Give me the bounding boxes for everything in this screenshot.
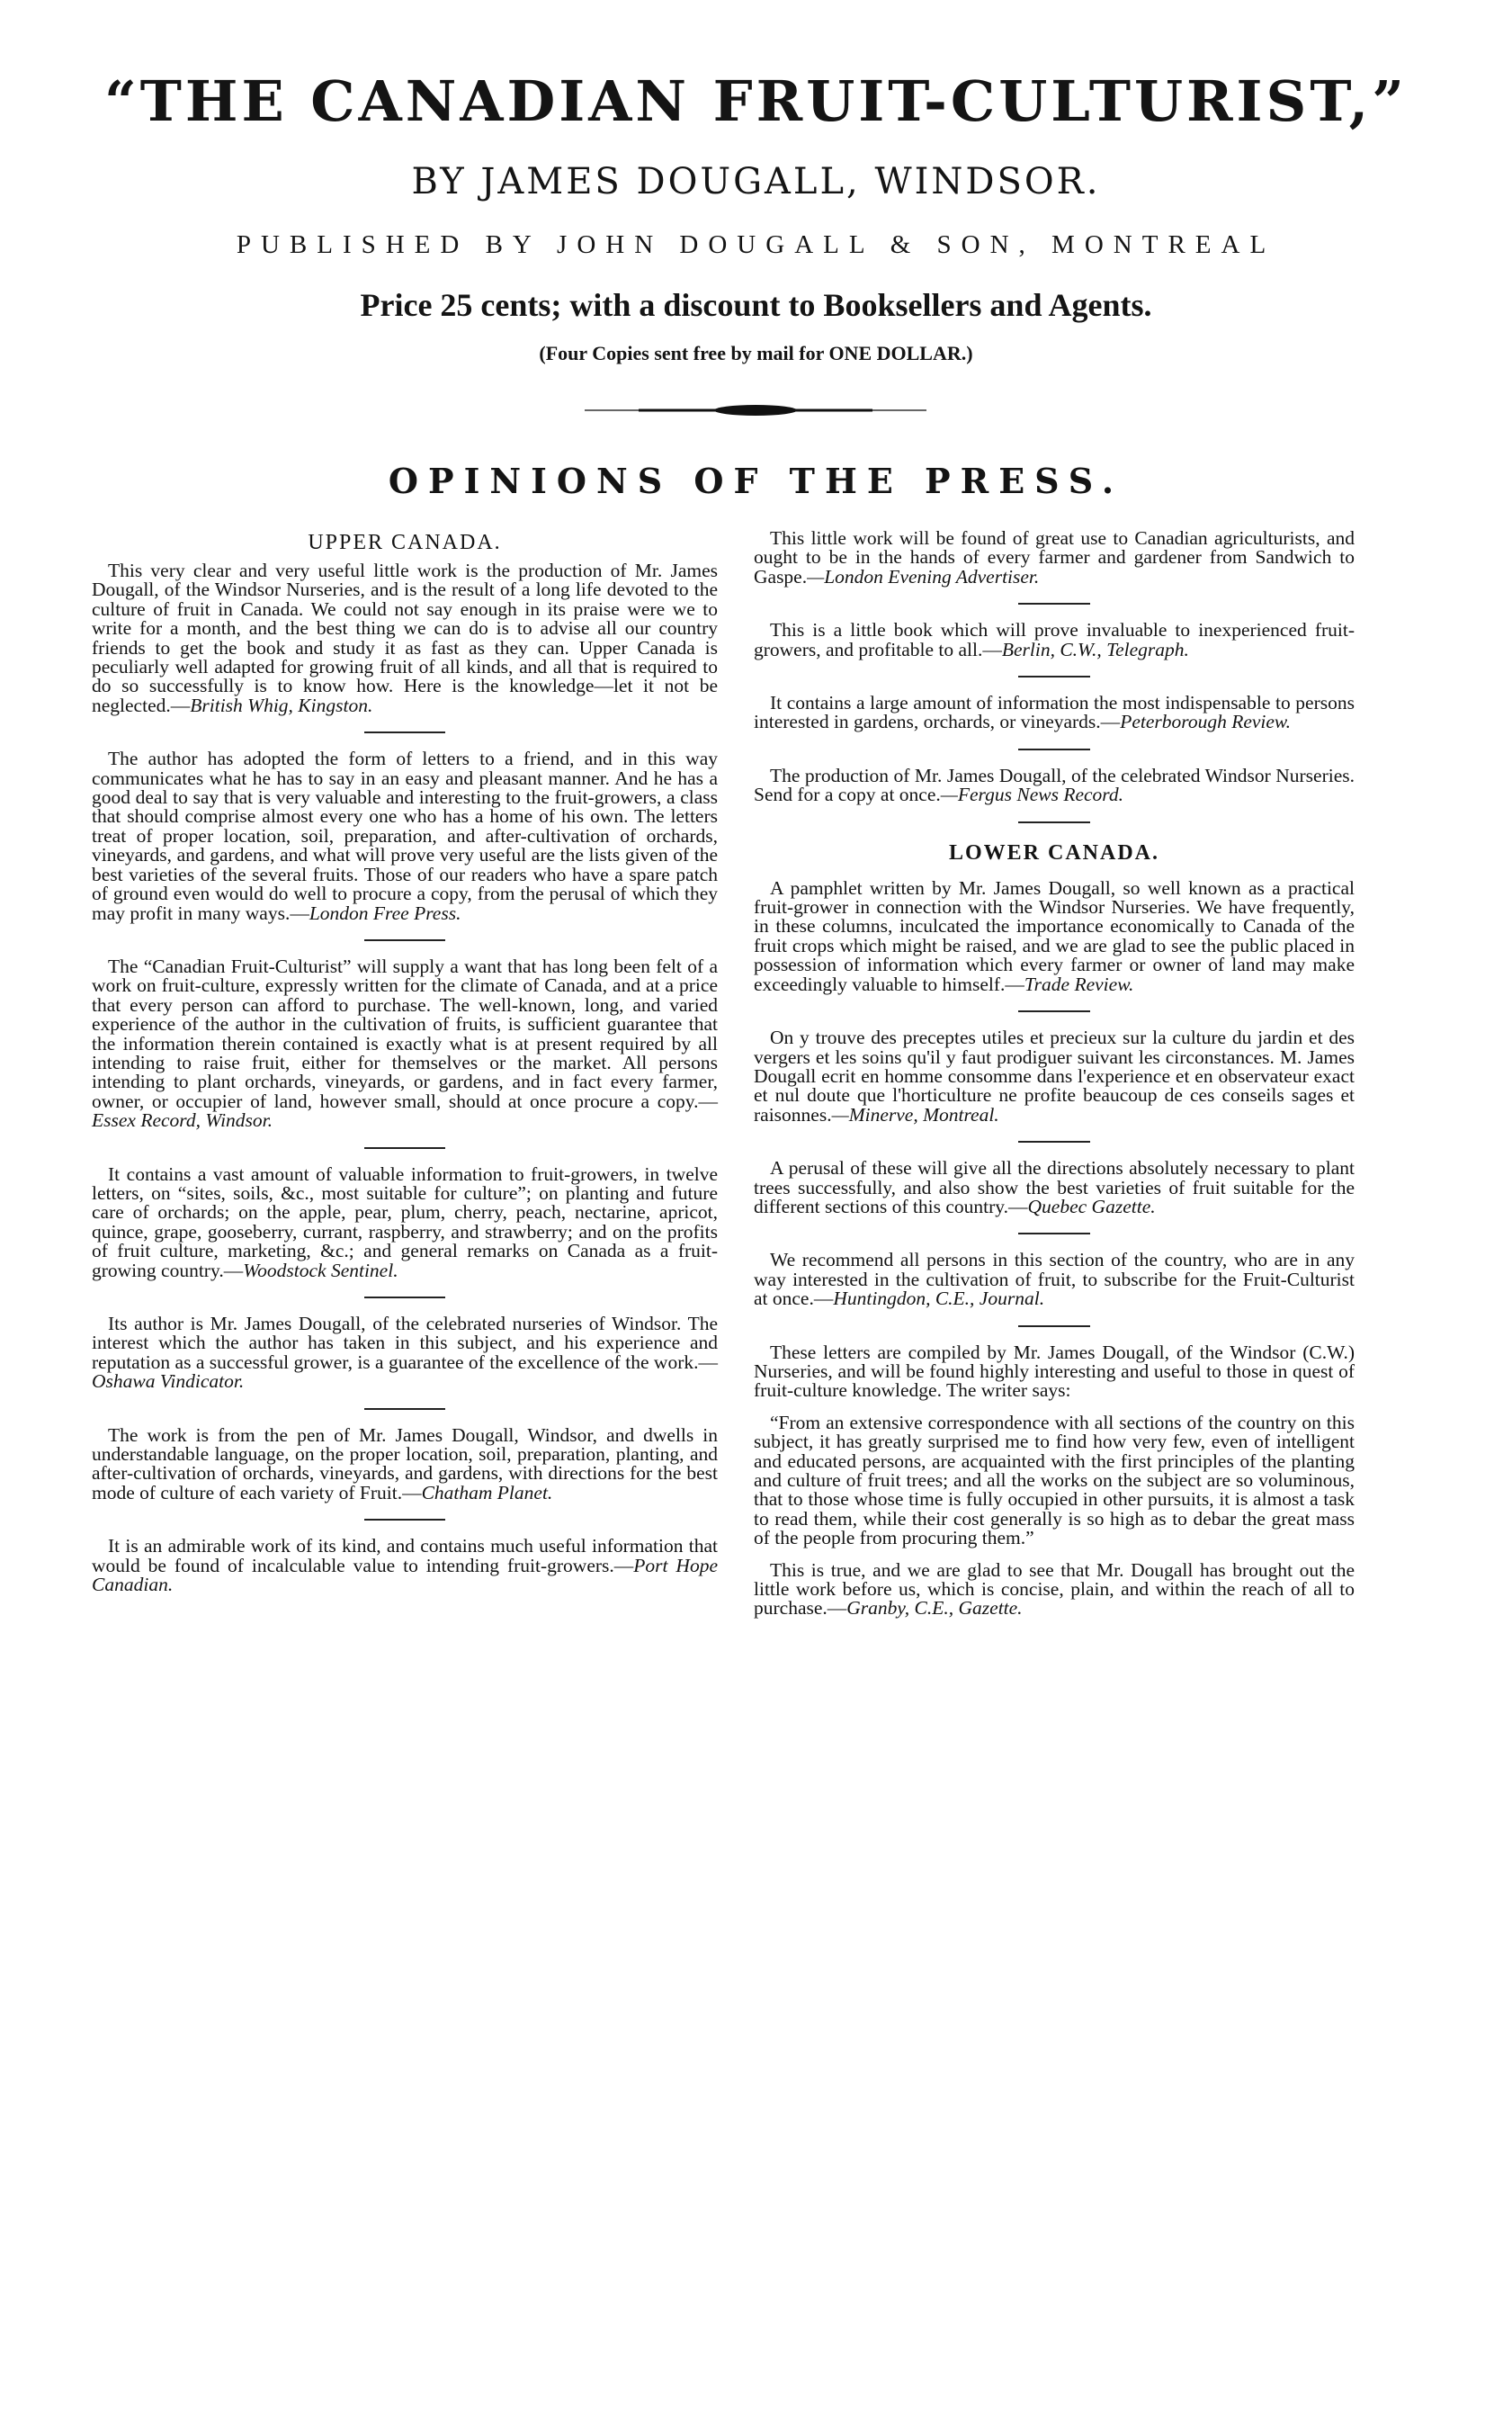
right-column [754, 529, 1355, 1619]
book-title: “THE CANADIAN FRUIT-CULTURIST,” [104, 68, 1408, 134]
review-oshawa-vindicator: Its author is Mr. James Dougall, of the celebrated nurseries of Windsor. The interest which the author has taken in this subject, and his experience and reputation as a successful grower, is a guarantee of the excellence of the work.—Oshawa Vindicator. [92, 1313, 718, 1393]
review-london-evening-advertiser: This little work will be found of great use to Canadian agriculturists, and ought to be in the hands of every farmer and gardener from Sandwich to Gaspe.—London Evening Advertiser. [754, 527, 1355, 588]
review-source: —Fergus News Record. [940, 784, 1123, 806]
review-minerve-montreal: On y trouve des preceptes utiles et precieux sur la culture du jardin et des vergers et les soins qu'il y faut prodiguer suivant les circonstances. M. James Dougall ecrit en homme consomme dans l'experience et en observateur exact et nul doute que l'horticulture ne profite beaucoup de ces conseils sages et raisonnes.—Minerve, Montreal. [754, 1027, 1355, 1126]
review-source: Chatham Planet. [421, 1481, 553, 1503]
lower-canada-heading: LOWER CANADA. [948, 840, 1159, 865]
review-huntingdon-journal: We recommend all persons in this section of the country, who are in any way interested in the cultivation of fruit, to subscribe for the Fruit-Culturist at once.—Huntingdon, C.E., Journal. [754, 1249, 1355, 1310]
review-source: Granby, C.E., Gazette. [846, 1597, 1023, 1620]
review-fergus-news-record: The production of Mr. James Dougall, of the celebrated Windsor Nurseries. Send for a copy at once.—Fergus News Record. [754, 764, 1355, 806]
review-berlin-telegraph: This is a little book which will prove invaluable to inexperienced fruit-growers, and profitable to all.—Berlin, C.W., Telegraph. [754, 619, 1355, 660]
review-chatham-planet: The work is from the pen of Mr. James Dougall, Windsor, and dwells in understandable language, on the proper location, soil, preparation, planting, and after-cultivation of orchards, vineyards, and gardens, with directions for the best mode of culture of each variety of Fruit.—Chatham Planet. [92, 1423, 718, 1503]
separator [1018, 821, 1090, 823]
separator [1018, 1141, 1090, 1143]
review-source: London Free Press. [309, 902, 461, 924]
review-source: Huntingdon, C.E., Journal. [833, 1288, 1045, 1310]
opinions-heading: OPINIONS OF THE PRESS. [388, 461, 1124, 501]
left-column [92, 529, 718, 1594]
review-source: Essex Record, Windsor. [92, 1109, 273, 1132]
review-source: Quebec Gazette. [1027, 1195, 1156, 1217]
separator [364, 1408, 445, 1410]
review-woodstock-sentinel: It contains a vast amount of valuable information to fruit-growers, in twelve letters, on “sites, soils, &c., most suitable for culture”; on planting and future care of orchards; on the apple, pear, plum, cherry, peach, nectarine, apricot, quince, grape, gooseberry, currant, raspberry, and strawberry; and on the profits of fruit culture, marketing, &c.; and general remarks on Canada as a fruit-growing country.—Woodstock Sentinel. [92, 1162, 718, 1281]
separator [1018, 749, 1090, 750]
review-source: Oshawa Vindicator. [92, 1370, 245, 1393]
separator [1018, 1233, 1090, 1234]
review-source: —London Evening Advertiser. [807, 565, 1040, 588]
review-source: Berlin, C.W., Telegraph. [1001, 638, 1189, 660]
separator [1018, 1010, 1090, 1012]
separator [364, 1519, 445, 1521]
separator [1018, 1325, 1090, 1327]
review-port-hope-canadian: It is an admirable work of its kind, and contains much useful information that would be found of incalculable value to intending fruit-growers.—Port Hope Canadian. [92, 1535, 718, 1596]
review-source: Trade Review. [1024, 973, 1134, 995]
review-source: Woodstock Sentinel. [243, 1259, 398, 1281]
review-source: —Minerve, Montreal. [831, 1103, 999, 1126]
review-british-whig: This very clear and very useful little work is the production of Mr. James Dougall, of the Windsor Nurseries, and is the result of a long life devoted to the culture of fruit in Canada. We could not say enough in its praise were we to write for a month, and the best thing we can do is to advise all our country friends to get the book and study it as fast as they can. Upper Canada is peculiarly well adapted for growing fruit of all kinds, and all that is required to do so successfully is to know how. Here is the knowledge—let it not be neglected.—British Whig, Kingston. [92, 560, 718, 716]
upper-canada-heading: UPPER CANADA. [308, 531, 502, 554]
review-essex-record: The “Canadian Fruit-Culturist” will supply a want that has long been felt of a work on fruit-culture, expressly written for the climate of Canada, and at a price that every person can afford to purchase. The well-known, long, and varied experience of the author in the cultivation of fruits, is sufficient guarantee that the information therein contained is exactly what is at present required by all intending to raise fruit, either for themselves or the market. All persons intending to plant orchards, vineyards, or gardens, and in fact every farmer, owner, or occupier of land, however small, should at once procure a copy.—Essex Record, Windsor. [92, 955, 718, 1132]
review-granby-intro: These letters are compiled by Mr. James Dougall, of the Windsor (C.W.) Nurseries, and will be found highly interesting and useful to those in quest of fruit-culture knowledge. The writer says: [754, 1341, 1355, 1402]
review-granby-gazette: This is true, and we are glad to see that Mr. Dougall has brought out the little work before us, which is concise, plain, and within the reach of all to purchase.—Granby, C.E., Gazette. [754, 1558, 1355, 1620]
separator [1018, 676, 1090, 678]
publisher-line: PUBLISHED BY JOHN DOUGALL & SON, MONTREAL [236, 230, 1276, 259]
price-line: Price 25 cents; with a discount to Booksellers and Agents. [360, 287, 1152, 323]
review-trade-review: A pamphlet written by Mr. James Dougall, so well known as a practical fruit-grower in connection with the Windsor Nurseries. We have frequently, in these columns, inculcated the importance economically to Canada of the fruit crops which might be raised, and we are glad to see the public placed in possession of information which every farmer or owner of land may make exceedingly valuable to himself.—Trade Review. [754, 876, 1355, 995]
dougall-quote: “From an extensive correspondence with all sections of the country on this subject, it has greatly surprised me to find how very few, even of intelligent and educated persons, are acquainted with the first principles of the planting and culture of fruit trees; and all the works on the subject are so voluminous, that to those whose time is fully occupied in other pursuits, it is almost a task to read them, while their cost generally is so high as to debar the great mass of the people from procuring them.” [754, 1411, 1355, 1549]
review-source: Port Hope Canadian. [92, 1554, 718, 1596]
review-quebec-gazette: A perusal of these will give all the directions absolutely necessary to plant trees successfully, and also show the best varieties of fruit suitable for the different sections of this country.—Quebec Gazette. [754, 1157, 1355, 1217]
separator [1018, 603, 1090, 605]
separator [364, 939, 445, 941]
review-source: Peterborough Review. [1120, 711, 1292, 733]
separator [364, 1147, 445, 1149]
review-london-free-press: The author has adopted the form of letters to a friend, and in this way communicates what he has to say in an easy and pleasant manner. And he has a good deal to say that is very valuable and interesting to the fruit-growers, a class that should comprise almost every one who has a home of his own. The letters treat of proper location, soil, preparation, and after-cultivation of orchards, vineyards, and gardens, and what will prove very useful are the lists given of the best varieties of the several fruits. Those of our readers who have a spare patch of ground even would do well to procure a copy, from the perusal of which they may profit in many ways.—London Free Press. [92, 748, 718, 924]
copies-note: (Four Copies sent free by mail for ONE DOLLAR.) [539, 342, 973, 364]
review-source: British Whig, Kingston. [190, 694, 373, 716]
separator [364, 1297, 445, 1298]
separator [364, 731, 445, 733]
review-peterborough-review: It contains a large amount of information the most indispensable to persons interested in gardens, orchards, or vineyards.—Peterborough Review. [754, 692, 1355, 733]
author-line: BY JAMES DOUGALL, WINDSOR. [411, 161, 1101, 202]
ornament-rule [585, 399, 926, 421]
